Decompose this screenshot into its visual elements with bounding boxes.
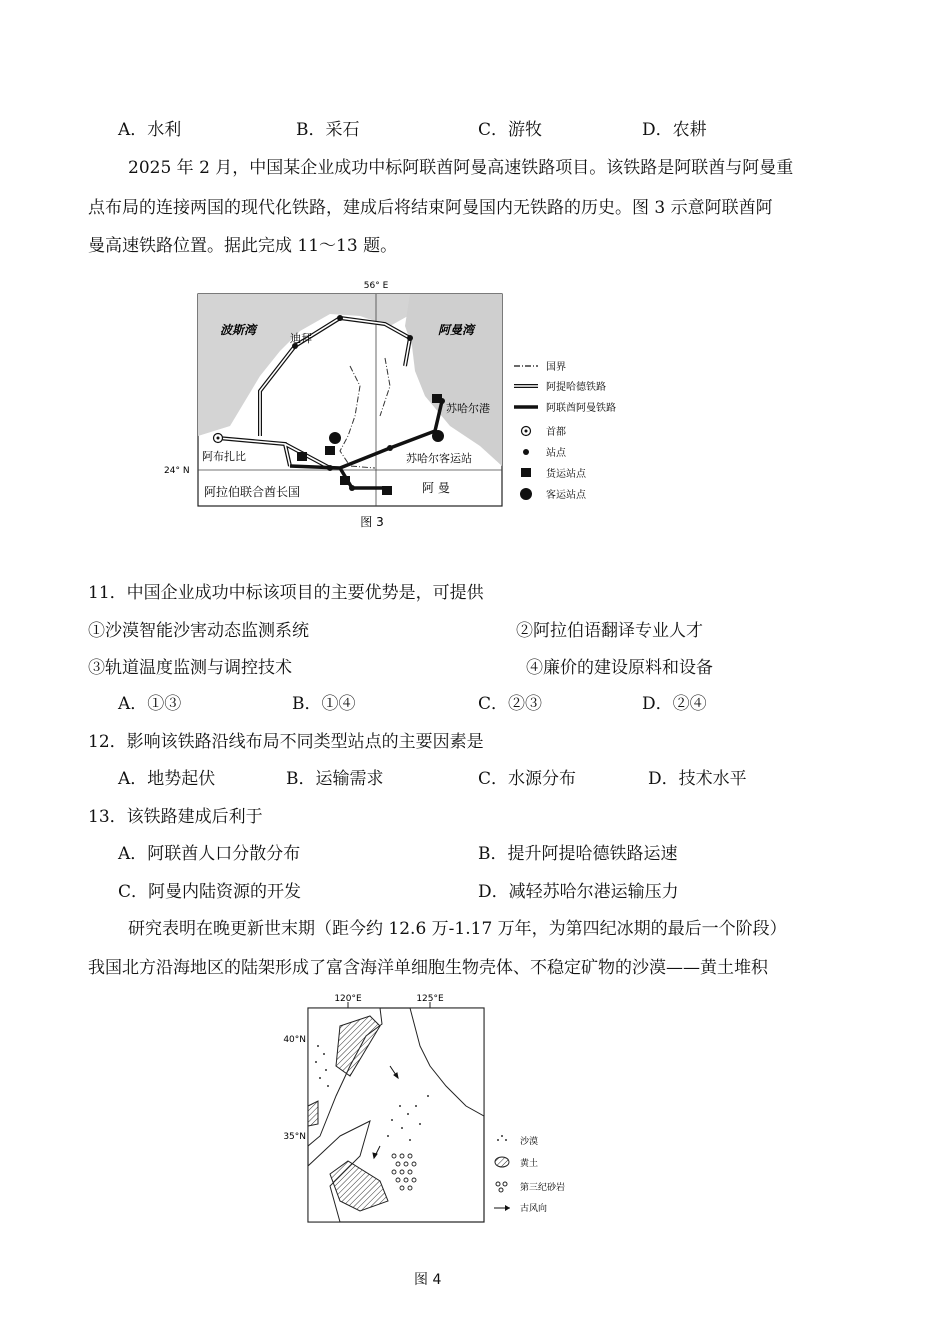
legend-station: 站点 (546, 448, 566, 459)
q11-option-d: D．②④ (642, 694, 707, 714)
q13-option-d: D．减轻苏哈尔港运输压力 (478, 882, 679, 902)
uae-label: 阿拉伯联合酋长国 (204, 485, 301, 499)
intro1-line2: 点布局的连接两国的现代化铁路，建成后将结束阿曼国内无铁路的历史。图 3 示意阿联酋阿 (88, 198, 773, 218)
intro2-line1: 研究表明在晚更新世末期（距今约 12.6 万-1.17 万年，为第四纪冰期的最后一个阶段） (128, 919, 787, 939)
q12-option-c: C．水源分布 (478, 769, 577, 789)
oman-label: 阿 曼 (422, 481, 450, 495)
q11-option-a: A．①③ (118, 694, 182, 714)
legend-tertiary: 第三纪砂岩 (520, 1183, 566, 1193)
dubai-label: 迪拜 (290, 332, 312, 345)
q13-option-b: B．提升阿提哈德铁路运速 (478, 844, 678, 864)
figure-4-map (270, 996, 610, 1236)
legend-wind: 古风向 (520, 1204, 548, 1214)
persian-gulf-label: 波斯湾 (220, 323, 257, 337)
lat-label-35n: 35°N (283, 1132, 306, 1142)
q10-option-d: D．农耕 (642, 120, 707, 140)
lat-label-24n: 24° N (164, 466, 190, 476)
sohar-passenger-label: 苏哈尔客运站 (406, 452, 472, 465)
q12-option-a: A．地势起伏 (118, 769, 216, 789)
legend-uae-oman: 阿联酋阿曼铁路 (546, 403, 616, 414)
figure-4-caption: 图 4 (414, 1272, 442, 1288)
figure-3-map (164, 276, 650, 536)
q10-option-a: A．水利 (118, 120, 182, 140)
q11-statement-4: ④廉价的建设原料和设备 (526, 658, 713, 678)
lat-label-40n: 40°N (283, 1035, 306, 1045)
legend-border: 国界 (546, 362, 566, 373)
legend-etihad: 阿提哈德铁路 (546, 382, 606, 393)
figure-3-caption: 图 3 (360, 515, 384, 529)
intro1-line1: 2025 年 2 月，中国某企业成功中标阿联酋阿曼高速铁路项目。该铁路是阿联酋与阿曼重 (128, 158, 794, 178)
q12-stem: 12．影响该铁路沿线布局不同类型站点的主要因素是 (88, 732, 484, 752)
abu-dhabi-label: 阿布扎比 (202, 450, 246, 463)
sohar-port-label: 苏哈尔港 (446, 402, 490, 415)
lon-label-120e: 120°E (334, 994, 362, 1004)
q13-option-c: C．阿曼内陆资源的开发 (118, 882, 302, 902)
q11-option-c: C．②③ (478, 694, 543, 714)
q13-option-a: A．阿联酋人口分散分布 (118, 844, 301, 864)
q11-statement-3: ③轨道温度监测与调控技术 (88, 658, 292, 678)
legend-passenger: 客运站点 (546, 490, 586, 501)
q13-stem: 13．该铁路建成后利于 (88, 807, 263, 827)
lon-label-56e: 56° E (363, 281, 389, 291)
legend-freight: 货运站点 (546, 469, 586, 480)
q11-statement-2: ②阿拉伯语翻译专业人才 (516, 621, 703, 641)
legend-capital: 首都 (546, 427, 566, 438)
legend-desert: 沙漠 (520, 1137, 539, 1147)
gulf-of-oman-label: 阿曼湾 (438, 323, 475, 337)
q11-stem: 11．中国企业成功中标该项目的主要优势是，可提供 (88, 583, 484, 603)
q11-statement-1: ①沙漠智能沙害动态监测系统 (88, 621, 309, 641)
passenger-station-icon (329, 432, 341, 444)
intro1-line3: 曼高速铁路位置。据此完成 11～13 题。 (88, 236, 398, 256)
intro2-line2: 我国北方沿海地区的陆架形成了富含海洋单细胞生物壳体、不稳定矿物的沙漠——黄土堆积 (88, 958, 768, 978)
legend-loess: 黄土 (520, 1159, 539, 1169)
q11-option-b: B．①④ (292, 694, 356, 714)
q10-option-c: C．游牧 (478, 120, 543, 140)
q12-option-b: B．运输需求 (286, 769, 384, 789)
q12-option-d: D．技术水平 (648, 769, 747, 789)
lon-label-125e: 125°E (416, 994, 444, 1004)
q10-option-b: B．采石 (296, 120, 360, 140)
